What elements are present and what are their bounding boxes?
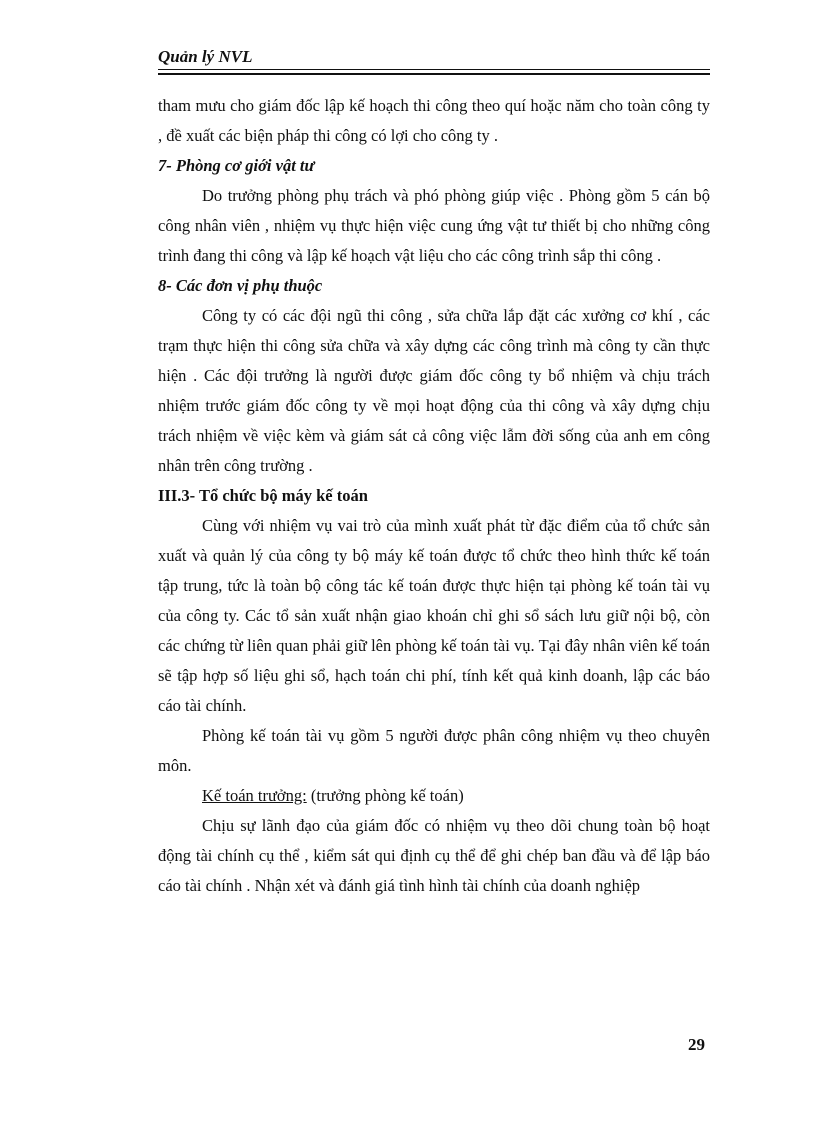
running-header-title: Quản lý NVL xyxy=(158,47,253,66)
paragraph-4: Cùng với nhiệm vụ vai trò của mình xuất phát từ đặc điểm của tổ chức sản xuất và quản lý của công ty bộ máy kế toán được tổ chức theo hình thức kế toán tập trung, tức là toàn bộ công tác kế toán được thực hiện tại phòng kế toán tài vụ của công ty. Các tổ sản xuất nhận giao khoán chỉ ghi sổ sách lưu giữ nội bộ, còn các chứng từ liên quan phải giữ lên phòng kế toán tài vụ. Tại đây nhân viên kế toán sẽ tập hợp số liệu ghi sổ, hạch toán chi phí, tính kết quả kinh doanh, lập các báo cáo tài chính. xyxy=(158,516,710,715)
paragraph-5: Phòng kế toán tài vụ gồm 5 người được phân công nhiệm vụ theo chuyên môn. xyxy=(158,726,710,775)
paragraph-3: Công ty có các đội ngũ thi công , sửa chữa lắp đặt các xưởng cơ khí , các trạm thực hiện thi công sửa chữa và xây dựng các công trình mà công ty cần thực hiện . Các đội trưởng là người được giám đốc công ty bổ nhiệm và chịu trách nhiệm trước giám đốc công ty về mọi hoạt động của thi công và xây dựng chịu trách nhiệm về việc kèm và giám sát cả công việc lẫm đời sống của anh em công nhân trên công trường . xyxy=(158,306,710,475)
header-rule-thick xyxy=(158,73,710,75)
section-heading-7: 7- Phòng cơ giới vật tư xyxy=(158,156,315,175)
paragraph-2: Do trưởng phòng phụ trách và phó phòng giúp việc . Phòng gồm 5 cán bộ công nhân viên , nhiệm vụ thực hiện việc cung ứng vật tư thiết bị cho những công trình đang thi công và lập kế hoạch vật liệu cho các công trình sắp thi công . xyxy=(158,186,710,265)
chief-accountant-note: (trưởng phòng kế toán) xyxy=(306,786,464,805)
section-heading-8: 8- Các đơn vị phụ thuộc xyxy=(158,276,323,295)
header-rule-thin xyxy=(158,69,710,70)
page-number: 29 xyxy=(688,1035,705,1054)
paragraph-6 xyxy=(158,781,710,811)
chief-accountant-label: Kế toán trưởng: xyxy=(202,786,307,805)
page-body xyxy=(158,91,710,901)
paragraph-1: tham mưu cho giám đốc lập kế hoạch thi công theo quí hoặc năm cho toàn công ty , đề xuất các biện pháp thi công có lợi cho công ty . xyxy=(158,96,710,145)
paragraph-7: Chịu sự lãnh đạo của giám đốc có nhiệm vụ theo dõi chung toàn bộ hoạt động tài chính cụ thể , kiểm sát qui định cụ thể để ghi chép ban đầu và để lập báo cáo tài chính . Nhận xét và đánh giá tình hình tài chính của doanh nghiệp xyxy=(158,816,710,895)
section-heading-iii3: III.3- Tổ chức bộ máy kế toán xyxy=(158,486,368,505)
